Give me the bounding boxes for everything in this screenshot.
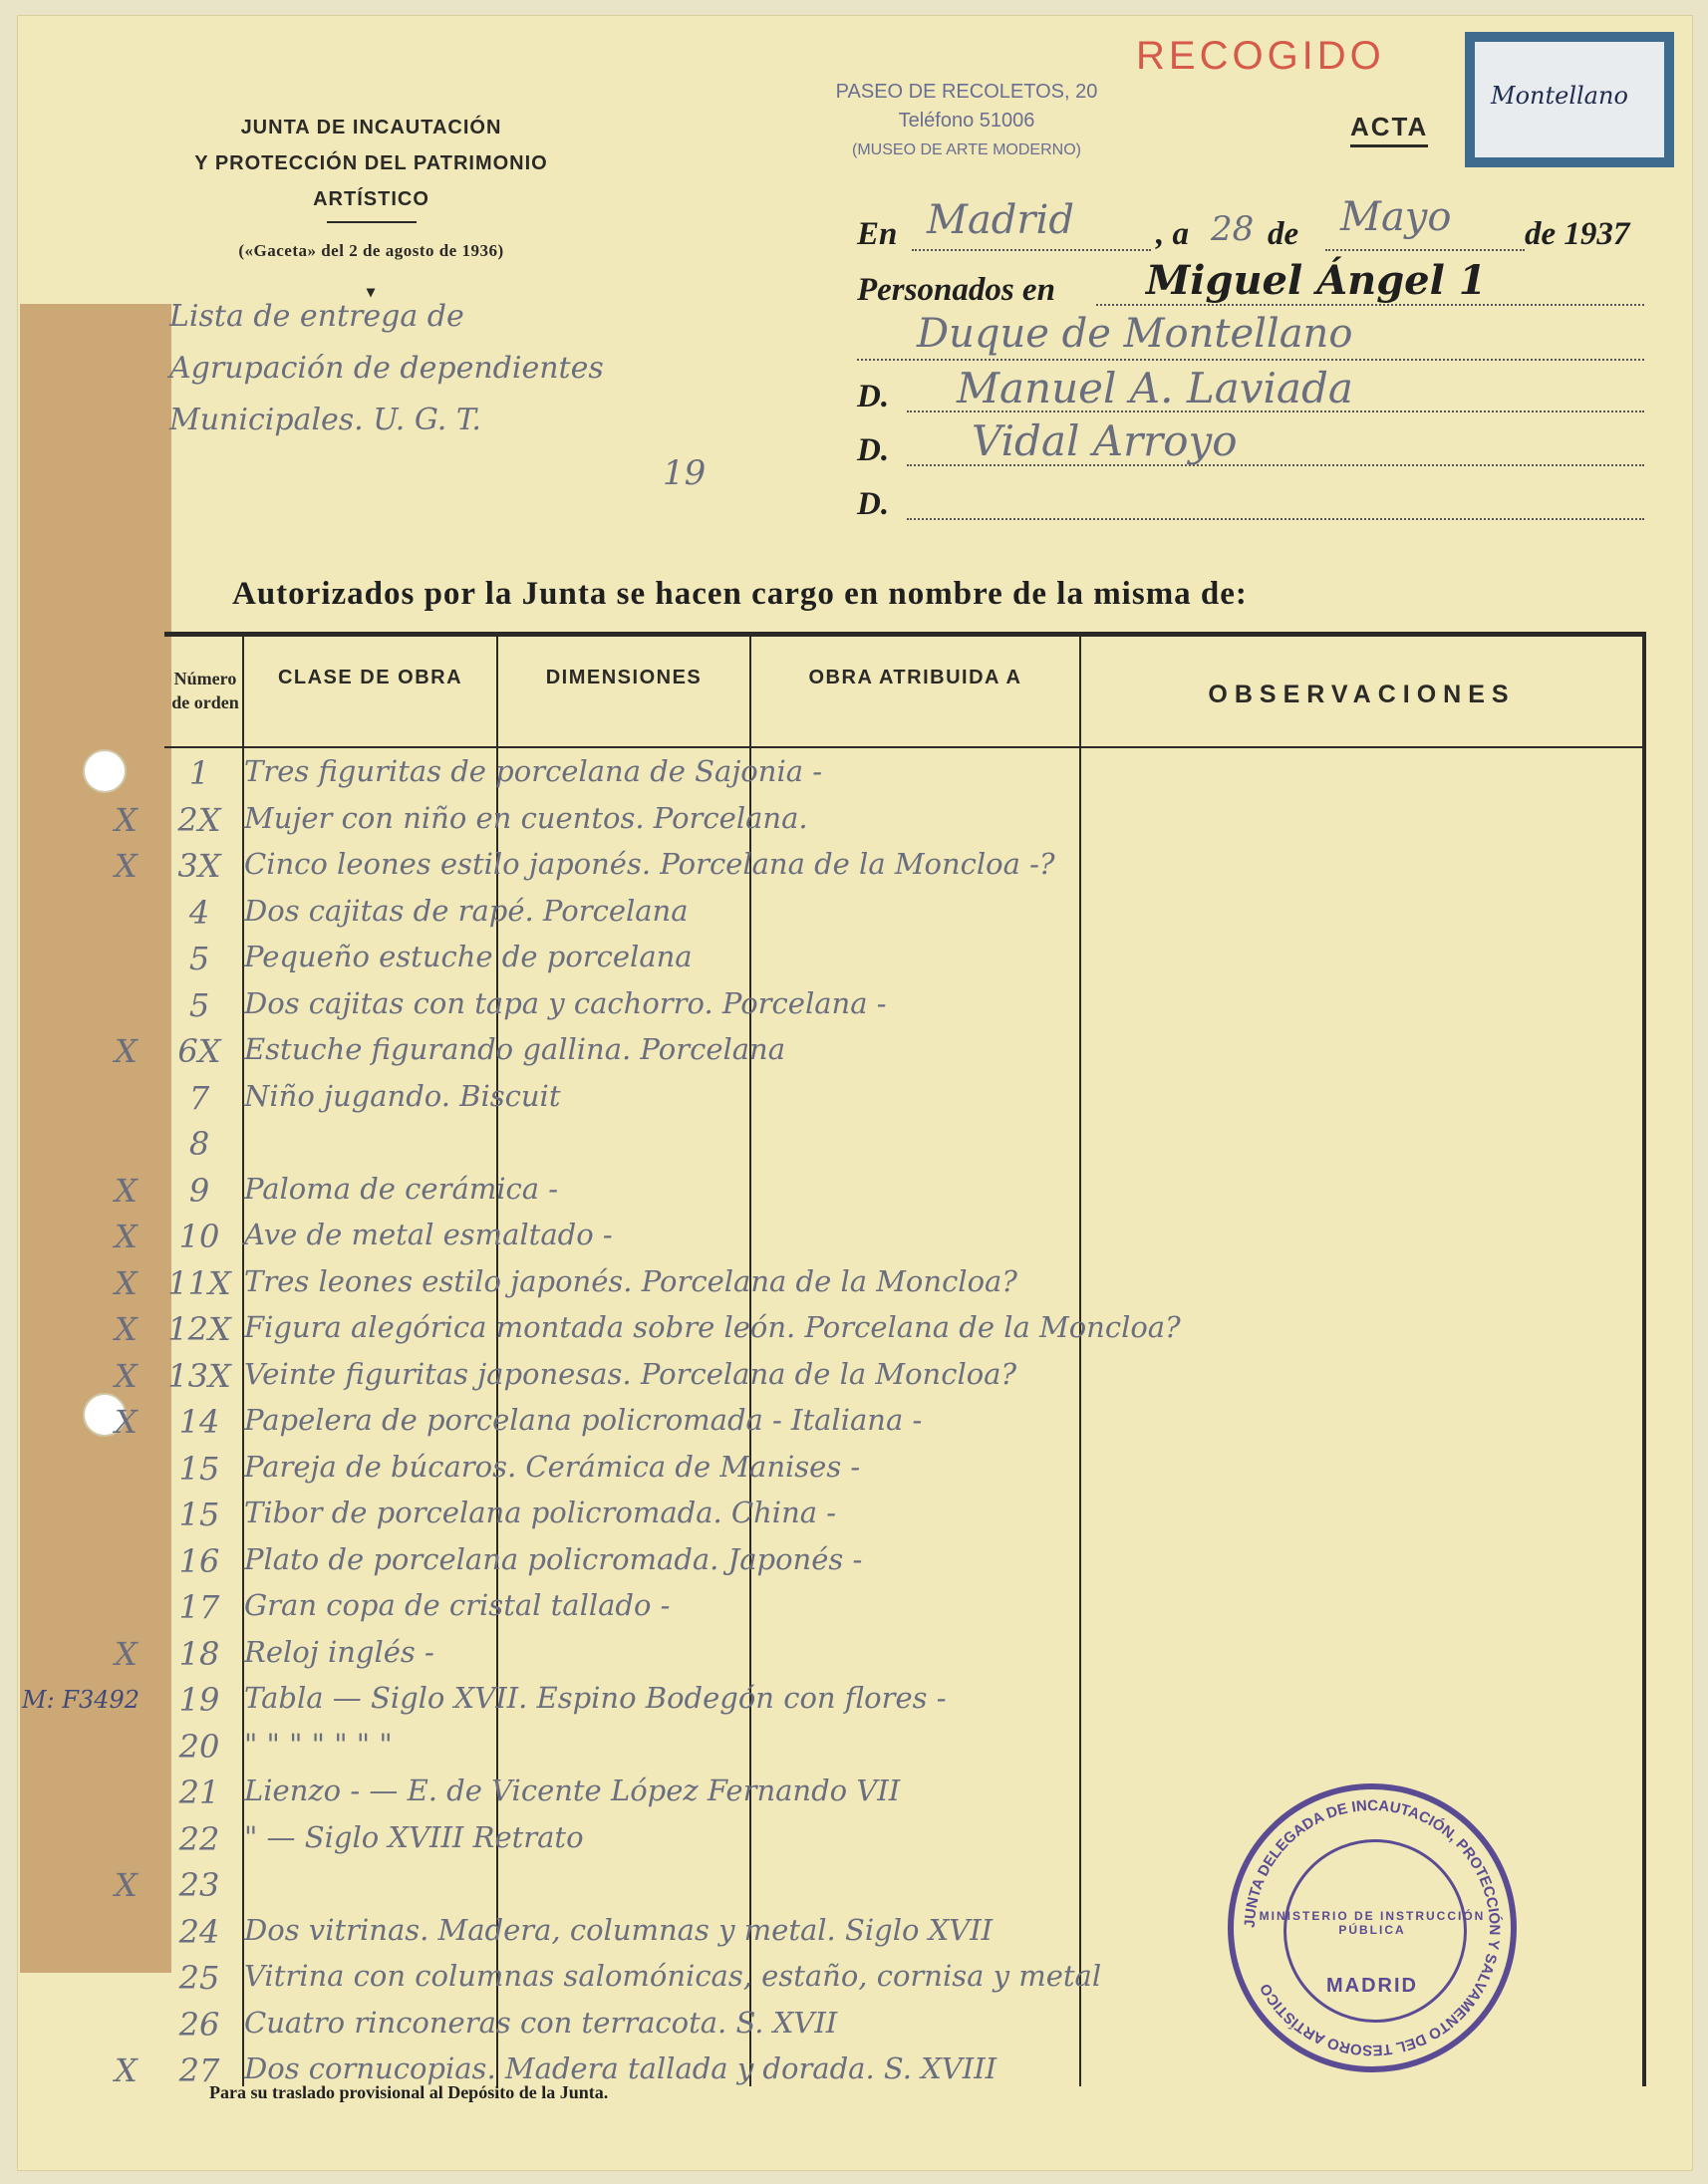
- month-line: [1325, 249, 1525, 251]
- row-number: 8: [188, 1125, 210, 1163]
- row-number: 12X: [167, 1310, 231, 1348]
- d-label-3: D.: [857, 486, 890, 522]
- seal-ring-text: JUNTA DELEGADA DE INCAUTACIÓN, PROTECCIÓN Y SALVAMENTO DEL TESORO ARTÍSTICO: [1241, 1796, 1504, 2059]
- header-dimensiones: DIMENSIONES: [545, 667, 703, 688]
- archival-tape-strip: [20, 304, 171, 1973]
- margin-note-line-3: Municipales. U. G. T.: [169, 403, 481, 437]
- row-number: 5: [188, 985, 210, 1024]
- de-label: de: [1268, 216, 1299, 252]
- row-number: 2X: [177, 800, 221, 839]
- d-label-2: D.: [857, 432, 890, 468]
- row-description: Lienzo - — E. de Vicente López Fernando VII: [244, 1774, 901, 1807]
- row-description: " " " " " " ": [244, 1727, 393, 1762]
- row-number: 13X: [167, 1356, 231, 1395]
- table-row: [164, 1079, 1659, 1119]
- row-number: 5: [188, 940, 210, 977]
- document-title: Autorizados por la Junta se hacen cargo en nombre de la misma de:: [232, 576, 1248, 612]
- address-line-2: Teléfono 51006: [898, 110, 1035, 132]
- row-number: 4: [188, 893, 210, 932]
- row-description: Tibor de porcelana policromada. China -: [244, 1496, 837, 1529]
- margin-note-line-2: Agrupación de dependientes: [169, 351, 604, 386]
- row-number: 25: [178, 1959, 220, 1997]
- organization-header: [149, 110, 593, 311]
- row-description: Dos vitrinas. Madera, columnas y metal. Siglo XVII: [244, 1912, 994, 1947]
- month-value: Mayo: [1340, 194, 1452, 240]
- recogido-stamp: RECOGIDO: [1136, 34, 1385, 78]
- check-mark: X: [115, 1218, 138, 1255]
- acta-label: ACTA: [1350, 112, 1428, 147]
- table-row: [164, 1450, 1659, 1490]
- personados-label: Personados en: [857, 272, 1055, 308]
- row-number: 9: [188, 1171, 210, 1210]
- archive-code: M: F3492: [22, 1686, 141, 1714]
- row-description: Ave de metal esmaltado -: [244, 1218, 613, 1251]
- tax-stamp-text: Montellano: [1491, 82, 1628, 110]
- row-description: " — Siglo XVIII Retrato: [244, 1819, 584, 1854]
- org-line-3: ARTÍSTICO: [313, 188, 429, 210]
- table-row: [164, 1588, 1659, 1628]
- d-value-1: Manuel A. Laviada: [957, 364, 1353, 412]
- table-row: [164, 1542, 1659, 1582]
- table-row: [115, 800, 1659, 841]
- table-row: [164, 986, 1659, 1026]
- en-line: [912, 249, 1151, 251]
- check-mark: X: [115, 1310, 138, 1348]
- row-number: 18: [178, 1634, 220, 1673]
- row-description: Dos cornucopias. Madera tallada y dorada. S. XVIII: [244, 2051, 997, 2085]
- row-description: Dos cajitas de rapé. Porcelana: [244, 893, 689, 928]
- row-description: Pequeño estuche de porcelana: [244, 940, 693, 973]
- row-description: Cinco leones estilo japonés. Porcelana de la Moncloa -?: [244, 847, 1055, 881]
- seal-city: MADRID: [1326, 1975, 1418, 1997]
- check-mark: X: [115, 1634, 138, 1673]
- row-description: Estuche figurando gallina. Porcelana: [244, 1032, 786, 1066]
- table-row: [164, 1728, 1659, 1768]
- a-label: , a: [1156, 216, 1189, 252]
- header-atribuida: OBRA ATRIBUIDA A: [808, 667, 1022, 688]
- row-description: Niño jugando. Biscuit: [244, 1078, 561, 1113]
- row-number: 19: [178, 1681, 220, 1719]
- personados-line-2: [857, 359, 1644, 361]
- table-row: [115, 1032, 1659, 1072]
- row-description: Tres leones estilo japonés. Porcelana de la Moncloa?: [244, 1263, 1017, 1298]
- table-row: [164, 1496, 1659, 1535]
- row-description: Cuatro rinconeras con terracota. S. XVII: [244, 2005, 838, 2040]
- address-stamp: [797, 78, 1136, 164]
- table-row: [115, 1403, 1659, 1443]
- check-mark: X: [115, 1866, 138, 1904]
- table-row: [115, 1634, 1659, 1675]
- row-number: 23: [178, 1866, 220, 1904]
- check-mark: X: [115, 1263, 138, 1302]
- org-line-1: JUNTA DE INCAUTACIÓN: [240, 117, 502, 138]
- d-line-3: [907, 518, 1644, 520]
- gaceta-reference: («Gaceta» del 2 de agosto de 1936): [238, 241, 504, 260]
- row-number: 20: [178, 1727, 220, 1766]
- row-number: 3X: [177, 847, 221, 885]
- row-number: 21: [178, 1774, 220, 1811]
- row-number: 1: [188, 754, 210, 792]
- row-number: 11X: [167, 1263, 231, 1302]
- table-row: [164, 1125, 1659, 1165]
- row-number: 6X: [177, 1032, 221, 1070]
- punch-hole-top: [83, 749, 127, 793]
- year-label: de 1937: [1525, 216, 1630, 252]
- row-description: Gran copa de cristal tallado -: [244, 1588, 671, 1622]
- table-row: [164, 754, 1659, 794]
- check-mark: X: [115, 1356, 138, 1395]
- row-number: 7: [188, 1078, 210, 1117]
- row-number: 15: [178, 1449, 220, 1488]
- row-description: Tres figuritas de porcelana de Sajonia -: [244, 754, 823, 788]
- personados-value-1: Miguel Ángel 1: [1146, 257, 1487, 304]
- margin-note-number: 19: [663, 453, 707, 493]
- row-number: 14: [178, 1403, 220, 1441]
- table-row: [115, 1356, 1659, 1397]
- row-description: Pareja de búcaros. Cerámica de Manises -: [244, 1449, 861, 1484]
- row-number: 15: [178, 1496, 220, 1533]
- table-row: [164, 940, 1659, 979]
- row-description: Mujer con niño en cuentos. Porcelana.: [244, 800, 808, 835]
- row-number: 26: [178, 2005, 220, 2044]
- table-row: [115, 847, 1659, 887]
- row-number: 16: [178, 1541, 220, 1580]
- check-mark: X: [115, 2051, 138, 2089]
- header-observaciones: OBSERVACIONES: [1208, 681, 1516, 708]
- ornament-icon: ▾: [366, 284, 377, 301]
- row-number: 10: [178, 1218, 220, 1255]
- check-mark: X: [115, 1171, 138, 1210]
- row-description: Plato de porcelana policromada. Japonés -: [244, 1541, 863, 1576]
- table-row: [115, 1171, 1659, 1212]
- footer-note: Para su traslado provisional al Depósito de la Junta.: [209, 2082, 609, 2102]
- row-description: Veinte figuritas japonesas. Porcelana de la Moncloa?: [244, 1356, 1017, 1391]
- row-description: Dos cajitas con tapa y cachorro. Porcelana -: [244, 985, 887, 1020]
- row-number: 27: [178, 2051, 220, 2089]
- row-number: 17: [178, 1588, 220, 1626]
- check-mark: X: [115, 1032, 138, 1070]
- header-rule-line: [164, 746, 1646, 748]
- personados-value-2: Duque de Montellano: [917, 311, 1353, 357]
- d-label-1: D.: [857, 379, 890, 414]
- check-mark: X: [115, 1403, 138, 1441]
- table-row: [115, 1218, 1659, 1257]
- en-label: En: [857, 216, 898, 252]
- row-number: 22: [178, 1819, 220, 1858]
- en-value: Madrid: [927, 197, 1074, 243]
- header-rule: [327, 221, 417, 223]
- header-clase: CLASE DE OBRA: [277, 667, 463, 688]
- check-mark: X: [115, 800, 138, 839]
- row-description: Reloj inglés -: [244, 1634, 434, 1669]
- row-description: Figura alegórica montada sobre león. Porcelana de la Moncloa?: [244, 1310, 1181, 1344]
- address-line-1: PASEO DE RECOLETOS, 20: [835, 81, 1098, 103]
- row-description: Paloma de cerámica -: [244, 1171, 559, 1206]
- table-row: [164, 894, 1659, 934]
- margin-note-line-1: Lista de entrega de: [169, 299, 464, 334]
- row-number: 24: [178, 1912, 220, 1951]
- seal-inner-text: MINISTERIO DE INSTRUCCIÓN PÚBLICA: [1259, 1909, 1486, 1937]
- table-row: [115, 1263, 1659, 1304]
- tax-stamp: [1465, 32, 1674, 167]
- row-description: Tabla — Siglo XVII. Espino Bodegón con flores -: [244, 1681, 947, 1715]
- table-row: [115, 1310, 1659, 1350]
- official-seal: [1228, 1783, 1517, 2072]
- table-row: [164, 1681, 1659, 1721]
- check-mark: X: [115, 847, 138, 885]
- org-line-2: Y PROTECCIÓN DEL PATRIMONIO: [194, 152, 548, 174]
- day-value: 28: [1211, 209, 1255, 249]
- row-description: Papelera de porcelana policromada - Italiana -: [244, 1403, 923, 1437]
- address-line-3: (MUSEO DE ARTE MODERNO): [852, 141, 1081, 158]
- d-value-2: Vidal Arroyo: [972, 416, 1238, 465]
- personados-line-1: [1096, 304, 1644, 306]
- header-num: Número de orden: [171, 669, 239, 712]
- row-description: Vitrina con columnas salomónicas, estaño, cornisa y metal: [244, 1959, 1102, 1993]
